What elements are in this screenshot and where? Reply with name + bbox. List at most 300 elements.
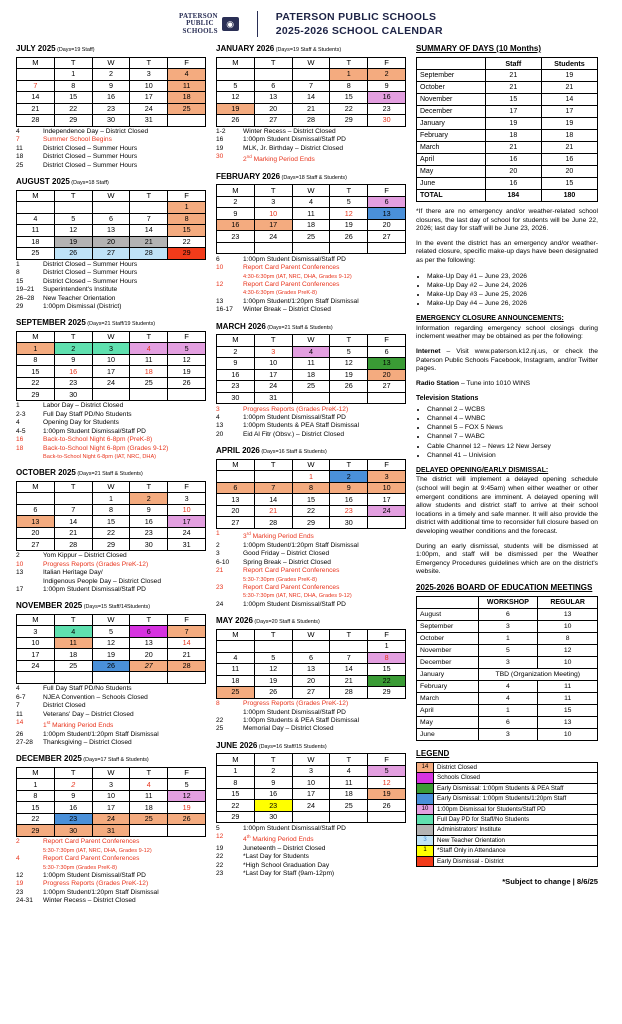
day-cell[interactable]: 6 (292, 652, 330, 664)
day-cell[interactable]: 24 (17, 660, 55, 672)
day-cell[interactable]: 1 (330, 69, 368, 81)
day-cell[interactable]: 7 (130, 213, 168, 225)
day-cell[interactable]: 28 (330, 687, 368, 699)
day-cell[interactable] (254, 69, 292, 81)
day-cell[interactable] (292, 641, 330, 653)
day-cell[interactable]: 9 (92, 80, 130, 92)
day-cell[interactable]: 5 (54, 213, 92, 225)
day-cell[interactable] (217, 641, 255, 653)
day-cell[interactable]: 9 (217, 358, 255, 370)
day-cell[interactable]: 13 (368, 208, 406, 220)
day-cell[interactable]: 26 (92, 660, 130, 672)
day-cell[interactable]: 26 (168, 377, 206, 389)
day-cell[interactable] (368, 811, 406, 823)
day-cell[interactable]: 4 (17, 213, 55, 225)
day-cell[interactable]: 5 (92, 626, 130, 638)
day-cell[interactable]: 6 (254, 80, 292, 92)
day-cell[interactable] (330, 641, 368, 653)
day-cell[interactable] (130, 202, 168, 214)
day-cell[interactable]: 12 (330, 358, 368, 370)
day-cell[interactable]: 25 (292, 381, 330, 393)
day-cell[interactable]: 18 (330, 788, 368, 800)
day-cell[interactable]: 16 (254, 788, 292, 800)
day-cell[interactable]: 4 (130, 779, 168, 791)
day-cell[interactable]: 17 (292, 788, 330, 800)
day-cell[interactable]: 25 (17, 248, 55, 260)
day-cell[interactable] (292, 811, 330, 823)
day-cell[interactable]: 19 (54, 236, 92, 248)
day-cell[interactable]: 22 (168, 236, 206, 248)
day-cell[interactable] (217, 69, 255, 81)
day-cell[interactable]: 5 (168, 343, 206, 355)
day-cell[interactable]: 21 (330, 675, 368, 687)
day-cell[interactable]: 1 (17, 779, 55, 791)
day-cell[interactable] (254, 641, 292, 653)
day-cell[interactable] (54, 493, 92, 505)
day-cell[interactable]: 26 (254, 687, 292, 699)
day-cell[interactable] (54, 672, 92, 684)
day-cell[interactable]: 23 (217, 231, 255, 243)
day-cell[interactable]: 16 (92, 92, 130, 104)
day-cell[interactable]: 24 (254, 231, 292, 243)
day-cell[interactable] (54, 202, 92, 214)
day-cell[interactable]: 2 (54, 779, 92, 791)
day-cell[interactable]: 23 (368, 103, 406, 115)
day-cell[interactable]: 6 (368, 196, 406, 208)
day-cell[interactable]: 1 (368, 641, 406, 653)
day-cell[interactable]: 13 (292, 664, 330, 676)
day-cell[interactable]: 2 (217, 196, 255, 208)
day-cell[interactable]: 20 (254, 103, 292, 115)
day-cell[interactable]: 10 (254, 208, 292, 220)
day-cell[interactable]: 12 (92, 637, 130, 649)
day-cell[interactable] (168, 672, 206, 684)
day-cell[interactable] (92, 202, 130, 214)
day-cell[interactable]: 24 (168, 527, 206, 539)
day-cell[interactable]: 13 (92, 225, 130, 237)
day-cell[interactable]: 12 (330, 208, 368, 220)
day-cell[interactable]: 6 (217, 482, 255, 494)
day-cell[interactable]: 20 (217, 505, 255, 517)
day-cell[interactable]: 12 (54, 225, 92, 237)
day-cell[interactable]: 16 (217, 219, 255, 231)
day-cell[interactable]: 31 (168, 539, 206, 551)
day-cell[interactable] (254, 471, 292, 483)
day-cell[interactable] (217, 242, 255, 254)
day-cell[interactable]: 1 (54, 69, 92, 81)
day-cell[interactable]: 5 (368, 765, 406, 777)
day-cell[interactable]: 14 (17, 92, 55, 104)
day-cell[interactable]: 19 (368, 788, 406, 800)
day-cell[interactable]: 23 (217, 381, 255, 393)
day-cell[interactable]: 9 (254, 777, 292, 789)
day-cell[interactable]: 30 (330, 517, 368, 529)
day-cell[interactable]: 25 (54, 660, 92, 672)
day-cell[interactable]: 5 (217, 80, 255, 92)
day-cell[interactable]: 16 (217, 369, 255, 381)
day-cell[interactable]: 18 (217, 675, 255, 687)
day-cell[interactable]: 3 (92, 343, 130, 355)
day-cell[interactable]: 16 (330, 494, 368, 506)
day-cell[interactable]: 28 (54, 539, 92, 551)
day-cell[interactable]: 24 (254, 381, 292, 393)
day-cell[interactable] (368, 242, 406, 254)
day-cell[interactable]: 29 (168, 248, 206, 260)
day-cell[interactable]: 22 (292, 505, 330, 517)
day-cell[interactable]: 4 (217, 652, 255, 664)
day-cell[interactable] (168, 115, 206, 127)
day-cell[interactable]: 12 (217, 92, 255, 104)
day-cell[interactable]: 2 (217, 346, 255, 358)
day-cell[interactable]: 27 (368, 381, 406, 393)
day-cell[interactable]: 14 (54, 516, 92, 528)
day-cell[interactable] (292, 69, 330, 81)
day-cell[interactable]: 15 (54, 92, 92, 104)
day-cell[interactable]: 20 (130, 649, 168, 661)
day-cell[interactable]: 14 (254, 494, 292, 506)
day-cell[interactable]: 30 (254, 811, 292, 823)
day-cell[interactable]: 16 (54, 366, 92, 378)
day-cell[interactable]: 10 (168, 504, 206, 516)
day-cell[interactable]: 31 (254, 392, 292, 404)
day-cell[interactable]: 17 (254, 369, 292, 381)
day-cell[interactable]: 6 (17, 504, 55, 516)
day-cell[interactable]: 10 (292, 777, 330, 789)
day-cell[interactable]: 10 (92, 790, 130, 802)
day-cell[interactable] (92, 389, 130, 401)
day-cell[interactable]: 20 (92, 236, 130, 248)
day-cell[interactable]: 4 (54, 626, 92, 638)
day-cell[interactable]: 30 (130, 539, 168, 551)
day-cell[interactable]: 5 (330, 346, 368, 358)
day-cell[interactable]: 28 (292, 115, 330, 127)
day-cell[interactable]: 17 (17, 649, 55, 661)
day-cell[interactable]: 15 (168, 225, 206, 237)
day-cell[interactable]: 7 (292, 80, 330, 92)
day-cell[interactable]: 27 (217, 517, 255, 529)
day-cell[interactable]: 3 (92, 779, 130, 791)
day-cell[interactable]: 30 (54, 389, 92, 401)
day-cell[interactable]: 8 (292, 482, 330, 494)
day-cell[interactable]: 1 (292, 471, 330, 483)
day-cell[interactable]: 3 (130, 69, 168, 81)
day-cell[interactable] (292, 392, 330, 404)
day-cell[interactable]: 26 (330, 231, 368, 243)
day-cell[interactable]: 11 (330, 777, 368, 789)
day-cell[interactable]: 18 (130, 366, 168, 378)
day-cell[interactable]: 12 (168, 790, 206, 802)
day-cell[interactable]: 28 (17, 115, 55, 127)
day-cell[interactable]: 28 (168, 660, 206, 672)
day-cell[interactable]: 27 (17, 539, 55, 551)
day-cell[interactable]: 13 (217, 494, 255, 506)
day-cell[interactable]: 3 (254, 346, 292, 358)
day-cell[interactable]: 15 (368, 664, 406, 676)
day-cell[interactable]: 22 (92, 527, 130, 539)
day-cell[interactable] (168, 825, 206, 837)
day-cell[interactable] (17, 672, 55, 684)
day-cell[interactable]: 15 (17, 366, 55, 378)
day-cell[interactable]: 9 (368, 80, 406, 92)
day-cell[interactable] (368, 517, 406, 529)
day-cell[interactable]: 11 (292, 358, 330, 370)
day-cell[interactable]: 18 (292, 219, 330, 231)
day-cell[interactable]: 14 (292, 92, 330, 104)
day-cell[interactable] (17, 69, 55, 81)
day-cell[interactable]: 18 (17, 236, 55, 248)
day-cell[interactable]: 18 (168, 92, 206, 104)
day-cell[interactable]: 16 (130, 516, 168, 528)
day-cell[interactable]: 26 (168, 813, 206, 825)
day-cell[interactable]: 13 (368, 358, 406, 370)
day-cell[interactable]: 27 (130, 660, 168, 672)
day-cell[interactable]: 15 (330, 92, 368, 104)
day-cell[interactable]: 8 (92, 504, 130, 516)
day-cell[interactable] (130, 389, 168, 401)
day-cell[interactable]: 22 (368, 675, 406, 687)
day-cell[interactable]: 8 (217, 777, 255, 789)
day-cell[interactable]: 11 (130, 354, 168, 366)
day-cell[interactable]: 19 (330, 369, 368, 381)
day-cell[interactable]: 26 (54, 248, 92, 260)
day-cell[interactable]: 17 (130, 92, 168, 104)
day-cell[interactable]: 15 (292, 494, 330, 506)
day-cell[interactable]: 25 (168, 103, 206, 115)
day-cell[interactable]: 23 (54, 813, 92, 825)
day-cell[interactable]: 8 (368, 652, 406, 664)
day-cell[interactable]: 29 (54, 115, 92, 127)
day-cell[interactable]: 5 (330, 196, 368, 208)
day-cell[interactable]: 30 (217, 392, 255, 404)
day-cell[interactable] (292, 242, 330, 254)
day-cell[interactable] (330, 242, 368, 254)
day-cell[interactable]: 23 (92, 103, 130, 115)
day-cell[interactable]: 27 (92, 248, 130, 260)
day-cell[interactable]: 3 (254, 196, 292, 208)
day-cell[interactable]: 8 (17, 790, 55, 802)
day-cell[interactable]: 6 (368, 346, 406, 358)
day-cell[interactable]: 20 (292, 675, 330, 687)
day-cell[interactable]: 13 (130, 637, 168, 649)
day-cell[interactable]: 24 (130, 103, 168, 115)
day-cell[interactable]: 8 (17, 354, 55, 366)
day-cell[interactable]: 8 (168, 213, 206, 225)
day-cell[interactable]: 4 (292, 346, 330, 358)
day-cell[interactable] (330, 811, 368, 823)
day-cell[interactable]: 11 (168, 80, 206, 92)
day-cell[interactable]: 24 (292, 800, 330, 812)
day-cell[interactable]: 2 (130, 493, 168, 505)
day-cell[interactable]: 19 (168, 802, 206, 814)
day-cell[interactable]: 22 (54, 103, 92, 115)
day-cell[interactable]: 20 (368, 369, 406, 381)
day-cell[interactable]: 4 (130, 343, 168, 355)
day-cell[interactable]: 1 (168, 202, 206, 214)
day-cell[interactable]: 25 (330, 800, 368, 812)
day-cell[interactable]: 21 (54, 527, 92, 539)
day-cell[interactable] (217, 471, 255, 483)
day-cell[interactable] (330, 392, 368, 404)
day-cell[interactable]: 3 (292, 765, 330, 777)
day-cell[interactable]: 20 (368, 219, 406, 231)
day-cell[interactable]: 7 (168, 626, 206, 638)
day-cell[interactable]: 22 (17, 377, 55, 389)
day-cell[interactable] (168, 389, 206, 401)
day-cell[interactable]: 16 (54, 802, 92, 814)
day-cell[interactable]: 7 (254, 482, 292, 494)
day-cell[interactable]: 23 (130, 527, 168, 539)
day-cell[interactable]: 9 (330, 482, 368, 494)
day-cell[interactable]: 24 (92, 377, 130, 389)
day-cell[interactable]: 18 (130, 802, 168, 814)
day-cell[interactable] (368, 392, 406, 404)
day-cell[interactable]: 3 (368, 471, 406, 483)
day-cell[interactable]: 17 (92, 802, 130, 814)
day-cell[interactable]: 7 (17, 80, 55, 92)
day-cell[interactable]: 2 (92, 69, 130, 81)
day-cell[interactable]: 30 (368, 115, 406, 127)
day-cell[interactable]: 10 (17, 637, 55, 649)
day-cell[interactable]: 31 (130, 115, 168, 127)
day-cell[interactable]: 3 (168, 493, 206, 505)
day-cell[interactable]: 28 (130, 248, 168, 260)
day-cell[interactable]: 12 (368, 777, 406, 789)
day-cell[interactable]: 29 (17, 825, 55, 837)
day-cell[interactable] (17, 493, 55, 505)
day-cell[interactable]: 25 (217, 687, 255, 699)
day-cell[interactable]: 16 (368, 92, 406, 104)
day-cell[interactable]: 18 (292, 369, 330, 381)
day-cell[interactable]: 27 (254, 115, 292, 127)
day-cell[interactable]: 2 (368, 69, 406, 81)
day-cell[interactable]: 11 (54, 637, 92, 649)
day-cell[interactable]: 6 (92, 213, 130, 225)
day-cell[interactable]: 29 (92, 539, 130, 551)
day-cell[interactable]: 31 (92, 825, 130, 837)
day-cell[interactable]: 1 (92, 493, 130, 505)
day-cell[interactable]: 19 (254, 675, 292, 687)
day-cell[interactable]: 10 (92, 354, 130, 366)
day-cell[interactable]: 30 (92, 115, 130, 127)
day-cell[interactable]: 25 (130, 813, 168, 825)
day-cell[interactable]: 13 (254, 92, 292, 104)
day-cell[interactable]: 21 (17, 103, 55, 115)
day-cell[interactable]: 1 (217, 765, 255, 777)
day-cell[interactable]: 20 (17, 527, 55, 539)
day-cell[interactable]: 21 (292, 103, 330, 115)
day-cell[interactable]: 11 (292, 208, 330, 220)
day-cell[interactable]: 2 (54, 343, 92, 355)
day-cell[interactable]: 7 (330, 652, 368, 664)
day-cell[interactable]: 22 (217, 800, 255, 812)
day-cell[interactable]: 13 (17, 516, 55, 528)
day-cell[interactable] (130, 825, 168, 837)
day-cell[interactable]: 19 (217, 103, 255, 115)
day-cell[interactable]: 2 (330, 471, 368, 483)
day-cell[interactable]: 11 (217, 664, 255, 676)
day-cell[interactable]: 15 (217, 788, 255, 800)
day-cell[interactable]: 29 (330, 115, 368, 127)
day-cell[interactable]: 10 (130, 80, 168, 92)
day-cell[interactable] (130, 672, 168, 684)
day-cell[interactable]: 29 (292, 517, 330, 529)
day-cell[interactable]: 17 (168, 516, 206, 528)
day-cell[interactable] (17, 202, 55, 214)
day-cell[interactable]: 27 (368, 231, 406, 243)
day-cell[interactable]: 19 (168, 366, 206, 378)
day-cell[interactable]: 9 (54, 790, 92, 802)
day-cell[interactable]: 28 (254, 517, 292, 529)
day-cell[interactable]: 30 (54, 825, 92, 837)
day-cell[interactable]: 29 (17, 389, 55, 401)
day-cell[interactable]: 14 (330, 664, 368, 676)
day-cell[interactable]: 23 (330, 505, 368, 517)
day-cell[interactable]: 9 (217, 208, 255, 220)
day-cell[interactable]: 6 (130, 626, 168, 638)
day-cell[interactable]: 21 (168, 649, 206, 661)
day-cell[interactable]: 18 (54, 649, 92, 661)
day-cell[interactable] (92, 672, 130, 684)
day-cell[interactable]: 24 (92, 813, 130, 825)
day-cell[interactable]: 4 (330, 765, 368, 777)
day-cell[interactable]: 11 (130, 790, 168, 802)
day-cell[interactable]: 17 (368, 494, 406, 506)
day-cell[interactable]: 2 (254, 765, 292, 777)
day-cell[interactable]: 25 (130, 377, 168, 389)
day-cell[interactable]: 7 (54, 504, 92, 516)
day-cell[interactable]: 14 (130, 225, 168, 237)
day-cell[interactable]: 17 (254, 219, 292, 231)
day-cell[interactable]: 26 (217, 115, 255, 127)
day-cell[interactable]: 26 (368, 800, 406, 812)
day-cell[interactable]: 21 (254, 505, 292, 517)
day-cell[interactable]: 17 (92, 366, 130, 378)
day-cell[interactable]: 12 (168, 354, 206, 366)
day-cell[interactable]: 4 (168, 69, 206, 81)
day-cell[interactable]: 9 (130, 504, 168, 516)
day-cell[interactable]: 8 (54, 80, 92, 92)
day-cell[interactable]: 12 (254, 664, 292, 676)
day-cell[interactable]: 15 (17, 802, 55, 814)
day-cell[interactable]: 19 (330, 219, 368, 231)
day-cell[interactable]: 10 (254, 358, 292, 370)
day-cell[interactable]: 29 (217, 811, 255, 823)
day-cell[interactable]: 29 (368, 687, 406, 699)
day-cell[interactable]: 5 (254, 652, 292, 664)
day-cell[interactable]: 25 (292, 231, 330, 243)
day-cell[interactable]: 11 (17, 225, 55, 237)
day-cell[interactable]: 23 (54, 377, 92, 389)
day-cell[interactable]: 26 (330, 381, 368, 393)
day-cell[interactable]: 14 (168, 637, 206, 649)
day-cell[interactable]: 9 (54, 354, 92, 366)
day-cell[interactable]: 23 (254, 800, 292, 812)
day-cell[interactable]: 5 (168, 779, 206, 791)
day-cell[interactable]: 22 (17, 813, 55, 825)
day-cell[interactable]: 15 (92, 516, 130, 528)
day-cell[interactable]: 24 (368, 505, 406, 517)
day-cell[interactable]: 1 (17, 343, 55, 355)
day-cell[interactable]: 4 (292, 196, 330, 208)
day-cell[interactable] (254, 242, 292, 254)
day-cell[interactable]: 22 (330, 103, 368, 115)
day-cell[interactable]: 3 (17, 626, 55, 638)
day-cell[interactable]: 10 (368, 482, 406, 494)
day-cell[interactable]: 27 (292, 687, 330, 699)
day-cell[interactable]: 8 (330, 80, 368, 92)
day-cell[interactable]: 21 (130, 236, 168, 248)
day-cell[interactable]: 19 (92, 649, 130, 661)
